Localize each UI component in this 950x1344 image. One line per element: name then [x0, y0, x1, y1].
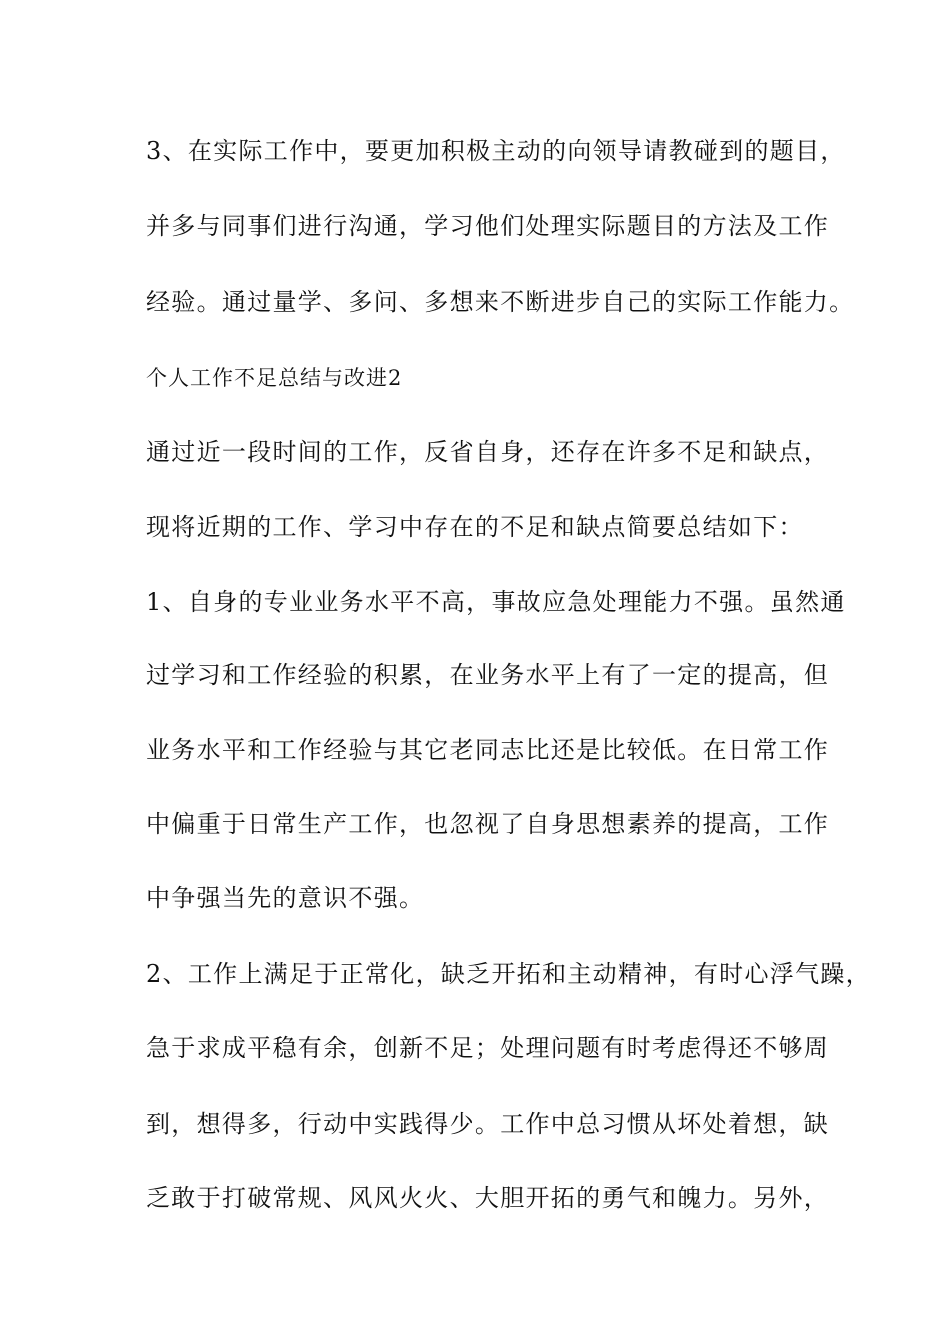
paragraph-line: 急于求成平稳有余，创新不足；处理问题有时考虑得还不够周 [146, 1034, 830, 1062]
paragraph-line: 2、工作上满足于正常化，缺乏开拓和主动精神，有时心浮气躁， [146, 960, 871, 988]
paragraph-line: 到，想得多，行动中实践得少。工作中总习惯从坏处着想，缺 [146, 1110, 830, 1138]
paragraph-line: 中争强当先的意识不强。 [146, 884, 425, 912]
section-heading: 个人工作不足总结与改进2 [146, 366, 403, 390]
paragraph-line: 通过近一段时间的工作，反省自身，还存在许多不足和缺点， [146, 438, 830, 466]
paragraph-line: 3、在实际工作中，要更加积极主动的向领导请教碰到的题目， [146, 137, 846, 165]
paragraph-line: 经验。通过量学、多问、多想来不断进步自己的实际工作能力。 [146, 288, 855, 316]
paragraph-line: 乏敢于打破常规、风风火火、大胆开拓的勇气和魄力。另外， [146, 1184, 830, 1212]
paragraph-line: 过学习和工作经验的积累，在业务水平上有了一定的提高，但 [146, 661, 830, 689]
paragraph-line: 业务水平和工作经验与其它老同志比还是比较低。在日常工作 [146, 736, 830, 764]
paragraph-line: 并多与同事们进行沟通，学习他们处理实际题目的方法及工作 [146, 212, 830, 240]
paragraph-line: 中偏重于日常生产工作，也忽视了自身思想素养的提高，工作 [146, 810, 830, 838]
paragraph-line: 1、自身的专业业务水平不高，事故应急处理能力不强。虽然通 [146, 588, 846, 616]
paragraph-line: 现将近期的工作、学习中存在的不足和缺点简要总结如下： [146, 513, 804, 541]
